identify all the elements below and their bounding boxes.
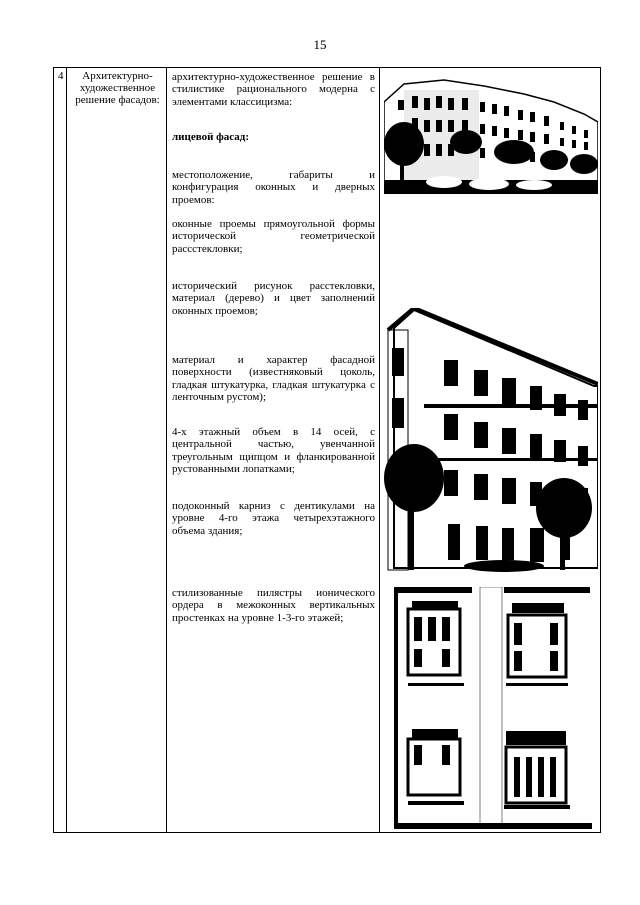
column-divider xyxy=(379,68,380,832)
column-divider xyxy=(66,68,67,832)
facade-photo-gable xyxy=(384,308,598,573)
paragraph: материал и характер фасадной поверхности (известняковый цоколь, гладкая штукатурка, гладкая штукатурка с ленточным рустом); xyxy=(172,354,375,403)
paragraph: исторический рисунок расстекловки, материал (дерево) и цвет заполнений оконных проемов; xyxy=(172,280,375,317)
page-number: 15 xyxy=(313,37,327,52)
monument-table xyxy=(53,67,601,833)
row-number: 4 xyxy=(58,70,64,82)
paragraph: 4-х этажный объем в 14 осей, с центральной частью, увенчанной треугольным щипцом и фланкированной рустованными лопатками; xyxy=(172,426,375,475)
row-name: Архитектурно-художественное решение фасадов: xyxy=(75,70,160,106)
paragraph: оконные проемы прямоугольной формы исторической геометрической рассстекловки; xyxy=(172,218,375,255)
paragraph: подоконный карниз с дентикулами на уровне 4-го этажа четырехэтажного объема здания; xyxy=(172,500,375,537)
column-divider xyxy=(166,68,167,832)
facade-photo-street xyxy=(384,72,598,202)
paragraph: местоположение, габариты и конфигурация оконных и дверных проемов: xyxy=(172,169,375,206)
paragraph: стилизованные пилястры ионического ордера в межоконных вертикальных простенках на уровне 1-3-го этажей; xyxy=(172,587,375,624)
paragraph: архитектурно-художественное решение в стилистике рационального модерна с элементами классицизма: xyxy=(172,71,375,108)
facade-photo-pilasters xyxy=(394,587,592,829)
paragraph-heading: лицевой фасад: xyxy=(172,131,250,143)
